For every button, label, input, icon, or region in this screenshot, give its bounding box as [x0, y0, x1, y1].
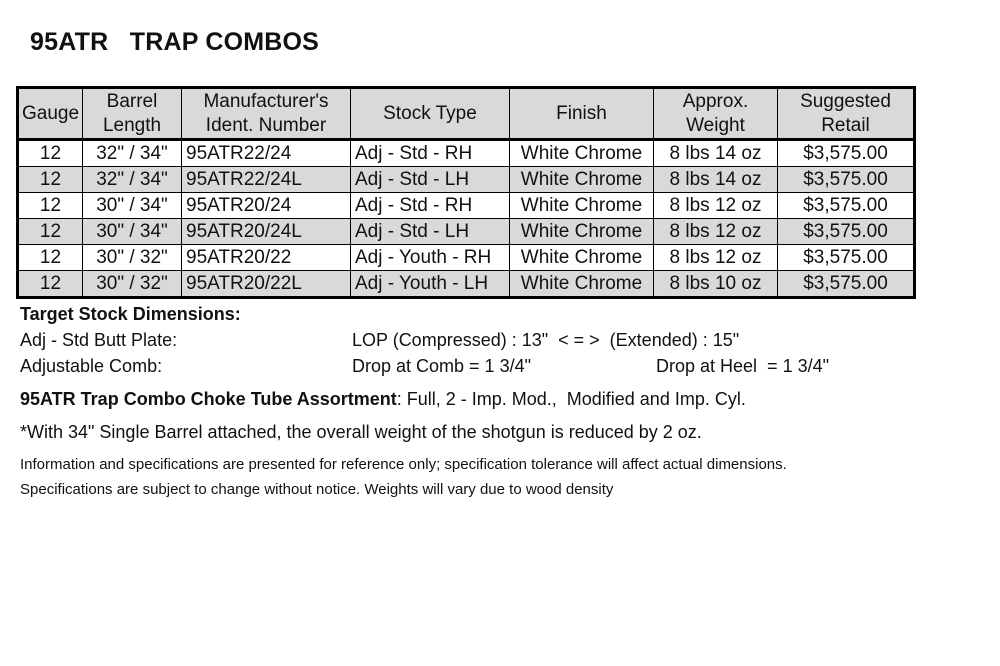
cell-stock-type: Adj - Std - RH	[351, 140, 510, 167]
cell-finish: White Chrome	[510, 167, 654, 193]
cell-barrel-length: 32" / 34"	[83, 140, 182, 167]
cell-retail: $3,575.00	[778, 271, 915, 298]
cell-stock-type: Adj - Youth - LH	[351, 271, 510, 298]
cell-retail: $3,575.00	[778, 245, 915, 271]
col-header-gauge: Gauge	[18, 88, 83, 140]
page-title: 95ATR TRAP COMBOS	[30, 28, 320, 56]
col-header-barrel-length: Barrel Length	[83, 88, 182, 140]
cell-retail: $3,575.00	[778, 193, 915, 219]
comb-label: Adjustable Comb:	[20, 356, 163, 376]
cell-gauge: 12	[18, 219, 83, 245]
cell-ident-number: 95ATR20/24	[182, 193, 351, 219]
cell-ident-number: 95ATR22/24	[182, 140, 351, 167]
dimensions-heading: Target Stock Dimensions:	[20, 304, 241, 324]
table-row	[18, 245, 915, 271]
cell-stock-type: Adj - Youth - RH	[351, 245, 510, 271]
cell-retail: $3,575.00	[778, 140, 915, 167]
choke-label: 95ATR Trap Combo Choke Tube Assortment	[20, 389, 397, 409]
table-row	[18, 140, 915, 167]
cell-barrel-length: 32" / 34"	[83, 167, 182, 193]
cell-gauge: 12	[18, 245, 83, 271]
cell-weight: 8 lbs 12 oz	[654, 245, 778, 271]
cell-ident-number: 95ATR20/22	[182, 245, 351, 271]
cell-stock-type: Adj - Std - RH	[351, 193, 510, 219]
cell-weight: 8 lbs 12 oz	[654, 193, 778, 219]
col-header-ident-number: Manufacturer's Ident. Number	[182, 88, 351, 140]
cell-barrel-length: 30" / 32"	[83, 271, 182, 298]
cell-barrel-length: 30" / 34"	[83, 219, 182, 245]
heel-value: Drop at Heel = 1 3/4"	[656, 356, 829, 376]
cell-gauge: 12	[18, 271, 83, 298]
table-row	[18, 193, 915, 219]
comb-value: Drop at Comb = 1 3/4"	[352, 356, 531, 376]
cell-retail: $3,575.00	[778, 167, 915, 193]
cell-finish: White Chrome	[510, 193, 654, 219]
cell-weight: 8 lbs 14 oz	[654, 140, 778, 167]
butt-plate-label: Adj - Std Butt Plate:	[20, 330, 178, 350]
cell-ident-number: 95ATR20/22L	[182, 271, 351, 298]
col-header-retail: Suggested Retail	[778, 88, 915, 140]
cell-ident-number: 95ATR22/24L	[182, 167, 351, 193]
cell-stock-type: Adj - Std - LH	[351, 167, 510, 193]
col-header-finish: Finish	[510, 88, 654, 140]
cell-weight: 8 lbs 12 oz	[654, 219, 778, 245]
cell-weight: 8 lbs 10 oz	[654, 271, 778, 298]
cell-gauge: 12	[18, 167, 83, 193]
table-header-row	[18, 88, 915, 140]
choke-value: : Full, 2 - Imp. Mod., Modified and Imp. Cyl.	[396, 389, 746, 409]
cell-finish: White Chrome	[510, 140, 654, 167]
cell-retail: $3,575.00	[778, 219, 915, 245]
col-header-stock-type: Stock Type	[351, 88, 510, 140]
cell-stock-type: Adj - Std - LH	[351, 219, 510, 245]
butt-plate-value: LOP (Compressed) : 13" < = > (Extended) : 15"	[352, 330, 740, 350]
table-row	[18, 167, 915, 193]
cell-barrel-length: 30" / 32"	[83, 245, 182, 271]
table-row	[18, 219, 915, 245]
cell-finish: White Chrome	[510, 245, 654, 271]
disclaimer-2: Specifications are subject to change without notice. Weights will vary due to wood density	[20, 481, 614, 498]
cell-weight: 8 lbs 14 oz	[654, 167, 778, 193]
cell-gauge: 12	[18, 193, 83, 219]
weight-note: *With 34" Single Barrel attached, the overall weight of the shotgun is reduced by 2 oz.	[20, 422, 702, 442]
trap-combos-table	[16, 86, 916, 299]
table-row	[18, 271, 915, 298]
cell-finish: White Chrome	[510, 271, 654, 298]
col-header-weight: Approx. Weight	[654, 88, 778, 140]
cell-gauge: 12	[18, 140, 83, 167]
disclaimer-1: Information and specifications are presented for reference only; specification tolerance will affect actual dimensions.	[20, 456, 787, 473]
choke-tube-line	[20, 389, 746, 410]
cell-barrel-length: 30" / 34"	[83, 193, 182, 219]
cell-finish: White Chrome	[510, 219, 654, 245]
cell-ident-number: 95ATR20/24L	[182, 219, 351, 245]
